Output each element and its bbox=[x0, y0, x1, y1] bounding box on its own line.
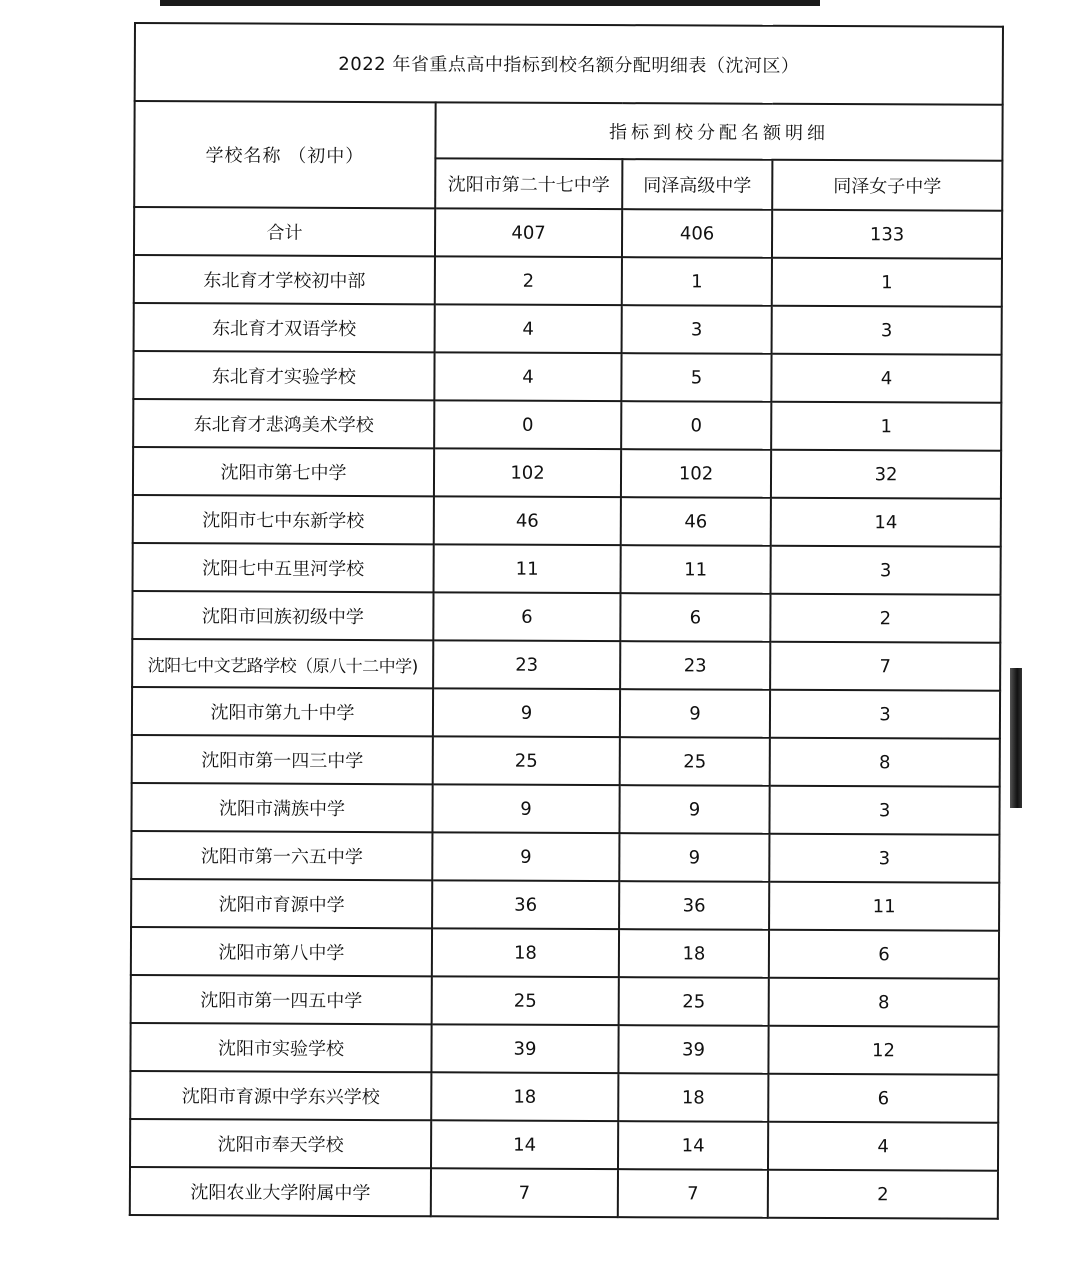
table-row bbox=[130, 1023, 998, 1075]
quota-cell: 7 bbox=[431, 1168, 618, 1217]
quota-cell: 8 bbox=[770, 738, 1000, 787]
school-name-cell: 沈阳市奉天学校 bbox=[130, 1119, 431, 1168]
quota-cell: 12 bbox=[768, 1026, 998, 1075]
table-row bbox=[133, 495, 1001, 547]
school-name-cell: 沈阳农业大学附属中学 bbox=[130, 1167, 431, 1216]
quota-cell: 46 bbox=[621, 497, 771, 546]
quota-cell: 7 bbox=[770, 642, 1000, 691]
quota-cell: 9 bbox=[433, 688, 620, 737]
quota-cell: 6 bbox=[620, 593, 770, 642]
school-name-cell: 沈阳市第七中学 bbox=[133, 447, 434, 496]
table-row bbox=[134, 255, 1002, 307]
quota-cell: 18 bbox=[432, 928, 619, 977]
quota-cell: 11 bbox=[434, 544, 621, 593]
quota-cell: 3 bbox=[770, 690, 1000, 739]
school-name-cell: 沈阳市育源中学 bbox=[131, 879, 432, 928]
quota-cell: 3 bbox=[622, 305, 772, 354]
school-name-cell: 沈阳市第一四三中学 bbox=[132, 735, 433, 784]
quota-cell: 3 bbox=[769, 834, 999, 883]
school-name-cell: 沈阳市七中东新学校 bbox=[133, 495, 434, 544]
quota-cell: 9 bbox=[620, 689, 770, 738]
quota-cell: 133 bbox=[772, 210, 1002, 259]
quota-cell: 4 bbox=[768, 1122, 998, 1171]
target-school-header: 沈阳市第二十七中学 bbox=[435, 158, 622, 209]
quota-cell: 25 bbox=[619, 977, 769, 1026]
table-row bbox=[133, 543, 1001, 595]
school-name-header: 学校名称 （初中） bbox=[134, 101, 435, 208]
quota-cell: 3 bbox=[769, 786, 999, 835]
quota-cell: 2 bbox=[435, 256, 622, 305]
school-name-cell: 东北育才学校初中部 bbox=[134, 255, 435, 304]
school-name-cell: 东北育才双语学校 bbox=[134, 303, 435, 352]
quota-cell: 46 bbox=[434, 496, 621, 545]
quota-cell: 9 bbox=[619, 833, 769, 882]
school-name-cell: 沈阳七中文艺路学校（原八十二中学) bbox=[132, 639, 433, 688]
quota-cell: 407 bbox=[435, 208, 622, 257]
quota-cell: 25 bbox=[433, 736, 620, 785]
school-name-cell: 沈阳市回族初级中学 bbox=[132, 591, 433, 640]
school-name-cell: 沈阳市育源中学东兴学校 bbox=[130, 1071, 431, 1120]
scan-edge-right bbox=[1010, 668, 1022, 808]
quota-cell: 2 bbox=[770, 594, 1000, 643]
table-row bbox=[130, 1071, 998, 1123]
quota-cell: 14 bbox=[431, 1120, 618, 1169]
quota-cell: 0 bbox=[434, 400, 621, 449]
quota-cell: 39 bbox=[618, 1025, 768, 1074]
table-row-total bbox=[134, 207, 1002, 259]
table-row bbox=[134, 303, 1002, 355]
quota-cell: 406 bbox=[622, 209, 772, 258]
quota-cell: 8 bbox=[769, 978, 999, 1027]
quota-cell: 9 bbox=[432, 784, 619, 833]
table-row bbox=[133, 447, 1001, 499]
table-row bbox=[130, 1167, 998, 1219]
quota-cell: 2 bbox=[768, 1170, 998, 1219]
school-name-cell: 沈阳七中五里河学校 bbox=[133, 543, 434, 592]
school-name-cell: 沈阳市第一四五中学 bbox=[131, 975, 432, 1024]
quota-cell: 36 bbox=[619, 881, 769, 930]
table-row bbox=[131, 879, 999, 931]
table-row bbox=[132, 591, 1000, 643]
table-row bbox=[133, 351, 1001, 403]
quota-cell: 0 bbox=[621, 401, 771, 450]
allocation-group-header: 指标到校分配名额明细 bbox=[435, 102, 1002, 160]
quota-cell: 3 bbox=[772, 306, 1002, 355]
document-sheet bbox=[129, 22, 1002, 1226]
quota-cell: 23 bbox=[620, 641, 770, 690]
quota-cell: 14 bbox=[771, 498, 1001, 547]
table-title: 2022 年省重点高中指标到校名额分配明细表（沈河区） bbox=[135, 23, 1003, 105]
table-row bbox=[130, 1119, 998, 1171]
quota-cell: 11 bbox=[621, 545, 771, 594]
table-row bbox=[133, 399, 1001, 451]
quota-cell: 11 bbox=[769, 882, 999, 931]
quota-cell: 9 bbox=[619, 785, 769, 834]
quota-cell: 18 bbox=[431, 1072, 618, 1121]
target-school-header: 同泽高级中学 bbox=[622, 159, 772, 210]
quota-cell: 6 bbox=[768, 1074, 998, 1123]
quota-cell: 4 bbox=[434, 352, 621, 401]
quota-cell: 102 bbox=[434, 448, 621, 497]
school-name-cell: 沈阳市第一六五中学 bbox=[131, 831, 432, 880]
school-name-cell: 合计 bbox=[134, 207, 435, 256]
quota-cell: 5 bbox=[621, 353, 771, 402]
school-name-cell: 东北育才悲鸿美术学校 bbox=[133, 399, 434, 448]
quota-cell: 25 bbox=[620, 737, 770, 786]
quota-cell: 14 bbox=[618, 1121, 768, 1170]
scan-edge-top bbox=[160, 0, 820, 6]
quota-cell: 18 bbox=[619, 929, 769, 978]
quota-cell: 1 bbox=[772, 258, 1002, 307]
quota-cell: 7 bbox=[618, 1169, 768, 1218]
school-name-cell: 沈阳市实验学校 bbox=[130, 1023, 431, 1072]
school-name-cell: 沈阳市第九十中学 bbox=[132, 687, 433, 736]
quota-cell: 6 bbox=[433, 592, 620, 641]
school-name-cell: 东北育才实验学校 bbox=[133, 351, 434, 400]
quota-cell: 25 bbox=[432, 976, 619, 1025]
quota-cell: 4 bbox=[435, 304, 622, 353]
quota-cell: 23 bbox=[433, 640, 620, 689]
table-row bbox=[132, 639, 1000, 691]
table-row bbox=[131, 783, 999, 835]
table-row bbox=[131, 927, 999, 979]
quota-cell: 102 bbox=[621, 449, 771, 498]
quota-cell: 39 bbox=[431, 1024, 618, 1073]
quota-cell: 4 bbox=[771, 354, 1001, 403]
table-row bbox=[132, 687, 1000, 739]
table-row bbox=[131, 975, 999, 1027]
school-name-cell: 沈阳市第八中学 bbox=[131, 927, 432, 976]
quota-cell: 1 bbox=[622, 257, 772, 306]
table-row bbox=[132, 735, 1000, 787]
quota-cell: 36 bbox=[432, 880, 619, 929]
quota-cell: 32 bbox=[771, 450, 1001, 499]
quota-cell: 1 bbox=[771, 402, 1001, 451]
quota-cell: 3 bbox=[771, 546, 1001, 595]
school-name-cell: 沈阳市满族中学 bbox=[131, 783, 432, 832]
quota-cell: 6 bbox=[769, 930, 999, 979]
quota-cell: 18 bbox=[618, 1073, 768, 1122]
allocation-table bbox=[129, 22, 1004, 1220]
quota-cell: 9 bbox=[432, 832, 619, 881]
target-school-header: 同泽女子中学 bbox=[772, 160, 1002, 211]
table-row bbox=[131, 831, 999, 883]
